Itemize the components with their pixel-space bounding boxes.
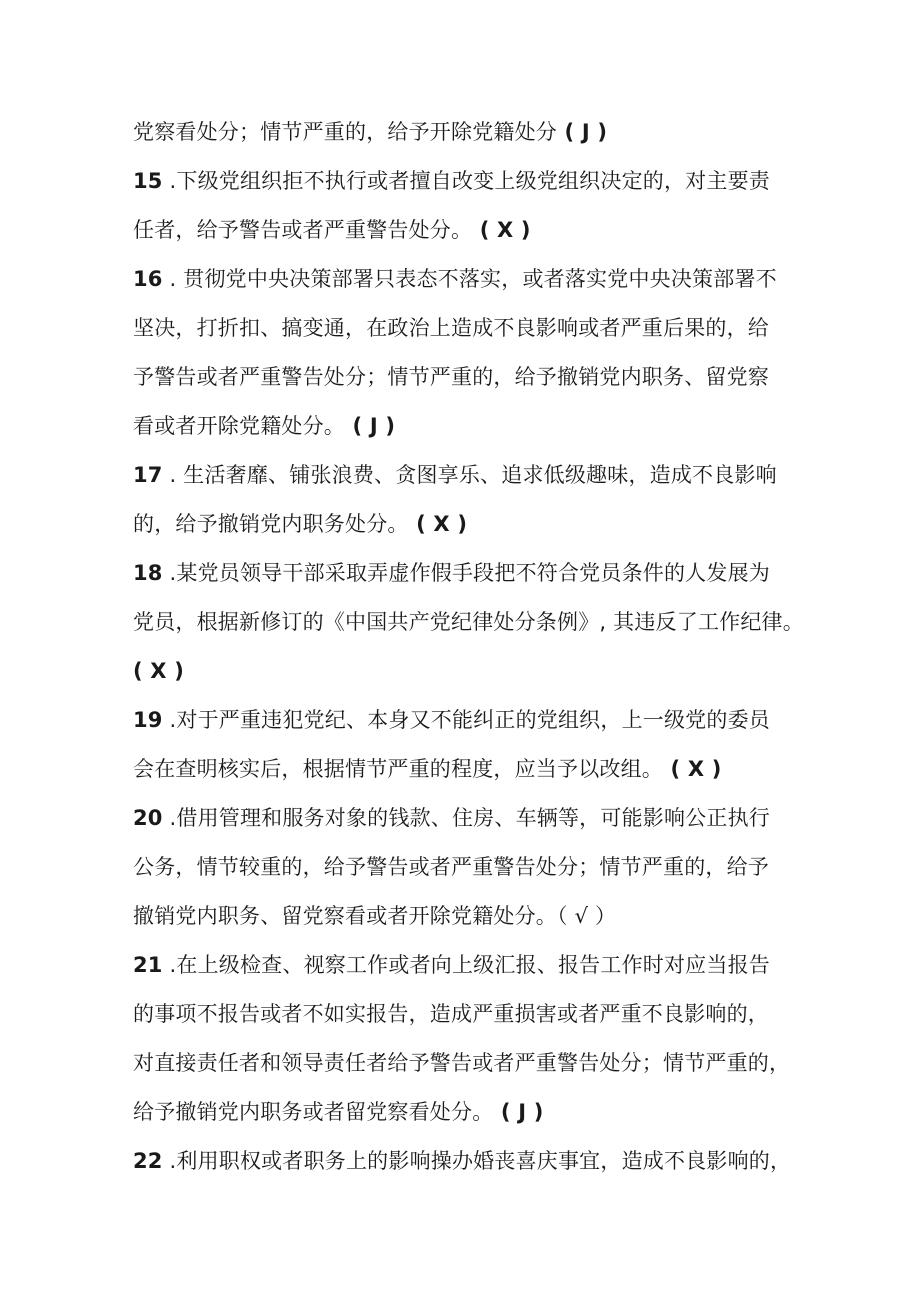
line-text: 坚决，打折扣、搞变通，在政治上造成不良影响或者严重后果的，给: [133, 316, 769, 340]
text-line: [133, 950, 803, 980]
text-line: [133, 264, 803, 294]
text-line: [133, 313, 803, 343]
text-line: [133, 1048, 803, 1078]
line-text: .在上级检查、视察工作或者向上级汇报、报告工作时对应当报告: [162, 953, 770, 977]
text-line: [133, 607, 803, 637]
answer-mark: ( X ): [408, 512, 468, 536]
text-line: [133, 901, 803, 931]
text-line: [133, 460, 803, 490]
answer-mark: ( X ): [663, 757, 722, 781]
line-text: 看或者开除党籍处分。: [133, 414, 345, 438]
text-line: [133, 852, 803, 882]
line-text: .下级党组织拒不执行或者擅自改变上级党组织决定的，对主要责: [162, 169, 770, 193]
item-number: 20: [133, 806, 163, 830]
answer-mark: ( J ): [557, 120, 608, 144]
text-line: [133, 705, 803, 735]
text-line: [133, 1146, 803, 1176]
line-text: .借用管理和服务对象的钱款、住房、车辆等，可能影响公正执行: [162, 806, 770, 830]
answer-mark: ( J ): [345, 414, 396, 438]
text-line: [133, 803, 803, 833]
text-line: [133, 411, 803, 441]
line-text: .对于严重违犯党纪、本身又不能纠正的党组织，上一级党的委员: [162, 708, 770, 732]
text-line: [133, 999, 803, 1029]
line-text: 任者，给予警告或者严重警告处分。: [133, 218, 473, 242]
text-line: [133, 362, 803, 392]
line-text: 给予撤销党内职务或者留党察看处分。: [133, 1100, 494, 1124]
text-line: [133, 166, 803, 196]
answer-mark: ( J ): [493, 1100, 544, 1124]
item-number: 19: [133, 708, 163, 732]
answer-mark: ( X ): [133, 659, 185, 683]
text-line: [133, 117, 803, 147]
text-line: [133, 754, 803, 784]
line-text: 对直接责任者和领导责任者给予警告或者严重警告处分；情节严重的，: [133, 1051, 791, 1075]
line-text: . 贯彻党中央决策部署只表态不落实，或者落实党中央决策部署不: [162, 267, 777, 291]
item-number: 22: [133, 1149, 163, 1173]
line-text: 党员，根据新修订的《中国共产党纪律处分条例》, 其违反了工作纪律。: [133, 610, 804, 634]
text-line: [133, 215, 803, 245]
line-text: .利用职权或者职务上的影响操办婚丧喜庆事宜，造成不良影响的，: [162, 1149, 792, 1173]
line-text: 会在查明核实后，根据情节严重的程度，应当予以改组。: [133, 757, 663, 781]
text-line: [133, 656, 803, 686]
text-line: [133, 558, 803, 588]
line-text: 公务，情节较重的，给予警告或者严重警告处分；情节严重的，给予: [133, 855, 769, 879]
line-text: 的，给予撤销党内职务处分。: [133, 512, 409, 536]
line-text: 的事项不报告或者不如实报告，造成严重损害或者严重不良影响的，: [133, 1002, 769, 1026]
line-text: 予警告或者严重警告处分；情节严重的，给予撤销党内职务、留党察: [133, 365, 769, 389]
line-text: 党察看处分；情节严重的，给予开除党籍处分: [133, 120, 557, 144]
text-line: [133, 509, 803, 539]
line-text: . 生活奢靡、铺张浪费、贪图享乐、追求低级趣味，造成不良影响: [162, 463, 777, 487]
item-number: 21: [133, 953, 163, 977]
item-number: 15: [133, 169, 163, 193]
item-number: 17: [133, 463, 163, 487]
text-line: [133, 1097, 803, 1127]
line-text: .某党员领导干部采取弄虚作假手段把不符合党员条件的人发展为: [162, 561, 770, 585]
item-number: 18: [133, 561, 163, 585]
item-number: 16: [133, 267, 163, 291]
line-text: 撤销党内职务、留党察看或者开除党籍处分。（ √ ）: [133, 904, 617, 928]
answer-mark: ( X ): [472, 218, 531, 242]
